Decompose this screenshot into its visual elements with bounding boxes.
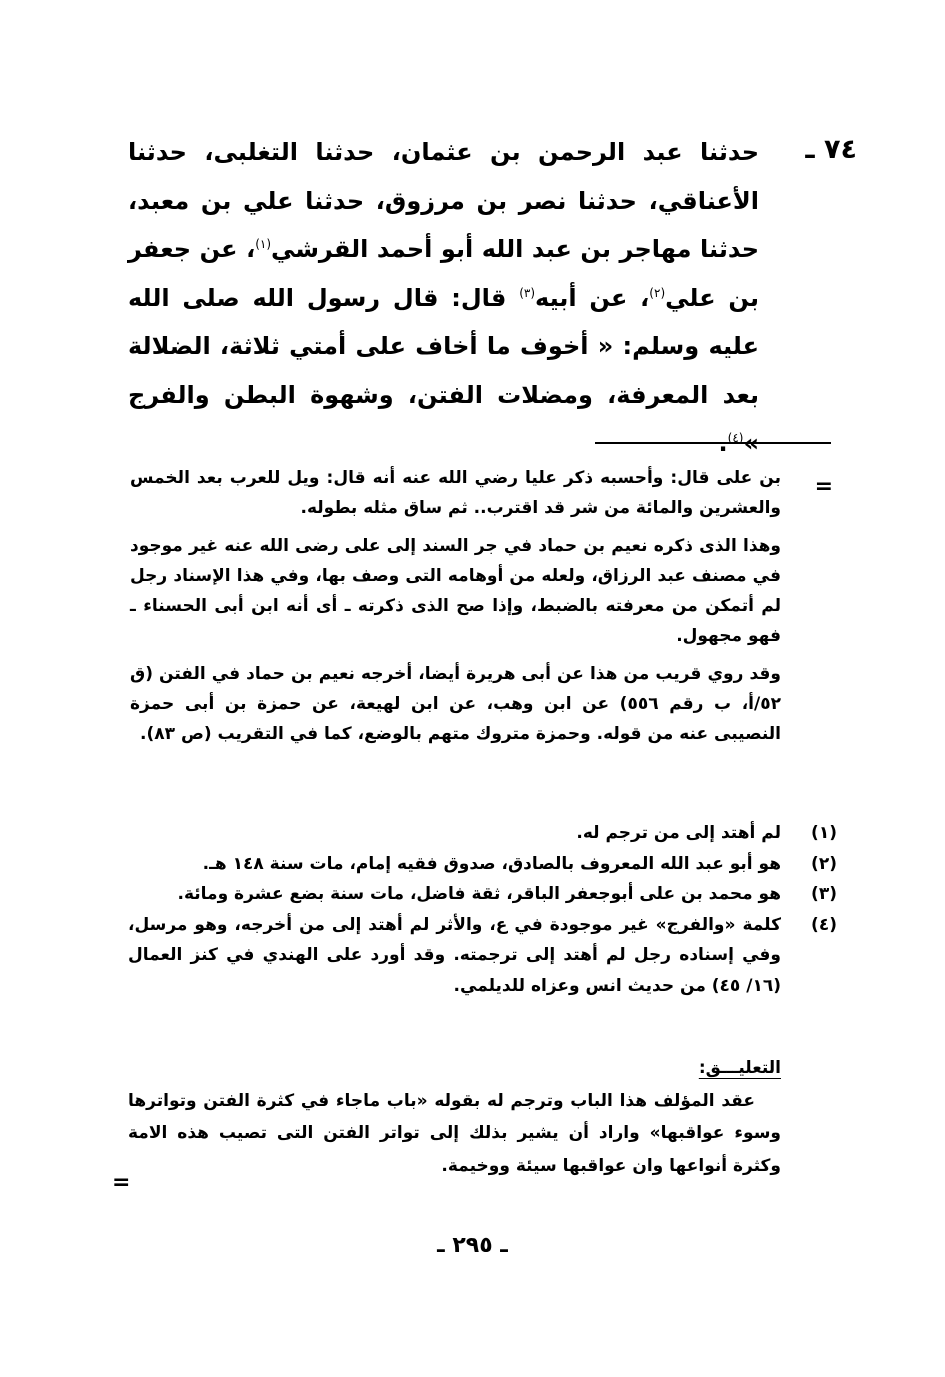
footnote-text: كلمة «والفرج» غير موجودة في ع، والأثر لم أهتد إلى من أخرجه، وهو مرسل، وفي إسناده رجل لم أهتد إلى ترجمته. وقد أورد على الهندي في كنز العمال (١٦/ ٤٥) من حديث انس وعزاه للديلمي. — [128, 914, 781, 996]
footnote-number: (١) — [811, 823, 837, 843]
hadith-text: حدثنا عبد الرحمن بن عثمان، حدثنا التغلبى، حدثنا الأعناقي، حدثنا نصر بن مرزوق، حدثنا علي بن معبد، حدثنا مهاجر بن عبد الله أبو أحمد القرشي$^{(١)}$، عن جعفر بن علي$^{(٢)}$، عن أبيه$^{(٣)}$ قال: قال رسول الله صلى الله عليه وسلم: « أخوف ما أخاف على أمتي ثلاثة، الضلالة بعد المعرفة، ومضلات الفتن، وشهوة البطن والفرج »$^{(٤)}$. — [128, 138, 759, 457]
footnote — [128, 879, 837, 910]
commentary-heading: التعليـــق: — [698, 1058, 781, 1078]
page-number: ـ ٢٩٥ ـ — [437, 1233, 508, 1258]
continued-notes — [130, 463, 781, 749]
continuation-mark-bottom: = — [112, 1170, 131, 1195]
footnote-number: (٣) — [811, 884, 837, 904]
footnote-number: (٤) — [811, 914, 837, 935]
continuation-mark-top: = — [814, 474, 833, 499]
commentary-text: عقد المؤلف هذا الباب وترجم له بقوله «باب ماجاء في كثرة الفتن وتواترها وسوء عواقبها» واراد أن يشير بذلك إلى تواتر الفتن التى تصيب هذه الامة وكثرة أنواعها وان عواقبها سيئة ووخيمة. — [128, 1090, 781, 1176]
footnote-text: لم أهتد إلى من ترجم له. — [576, 823, 781, 843]
note-paragraph: بن على قال: وأحسبه ذكر عليا رضي الله عنه أنه قال: ويل للعرب بعد الخمس والعشرين والمائة من شر قد اقترب.. ثم ساق مثله بطوله. — [130, 468, 781, 518]
hadith-block — [128, 128, 857, 468]
footnote — [128, 818, 837, 849]
footnotes — [128, 818, 837, 1001]
note-paragraph: وهذا الذى ذكره نعيم بن حماد في جر السند إلى على رضى الله عنه غير موجود في مصنف عبد الرزاق، ولعله من أوهامه التى وصف بها، وفي هذا الإسناد رجل لم أتمكن من معرفته بالضبط، وإذا صح الذى ذكرته ـ أى أنه ابن أبى الحسناء ـ فهو مجهول. — [130, 536, 781, 646]
note-paragraph: وقد روي قريب من هذا عن أبى هريرة أيضا، أخرجه نعيم بن حماد في الفتن (ق ٥٢/أ، ب رقم ٥٥٦) عن ابن وهب، عن ابن لهيعة، عن حمزة بن أبى حمزة النصيبى عنه من قوله. وحمزة متروك متهم بالوضع، كما في التقريب (ص ٨٣). — [130, 664, 781, 744]
footnote-text: هو محمد بن على أبوجعفر الباقر، ثقة فاضل، مات سنة بضع عشرة ومائة. — [177, 884, 781, 904]
footnote-text: هو أبو عبد الله المعروف بالصادق، صدوق فقيه إمام، مات سنة ١٤٨ هـ. — [202, 853, 781, 874]
hadith-number: ٧٤ ـ — [805, 134, 857, 165]
footnote — [128, 910, 837, 1002]
footnote-separator — [595, 442, 831, 444]
commentary — [128, 1052, 781, 1182]
footnote-number: (٢) — [811, 853, 837, 874]
footnote — [128, 849, 837, 880]
